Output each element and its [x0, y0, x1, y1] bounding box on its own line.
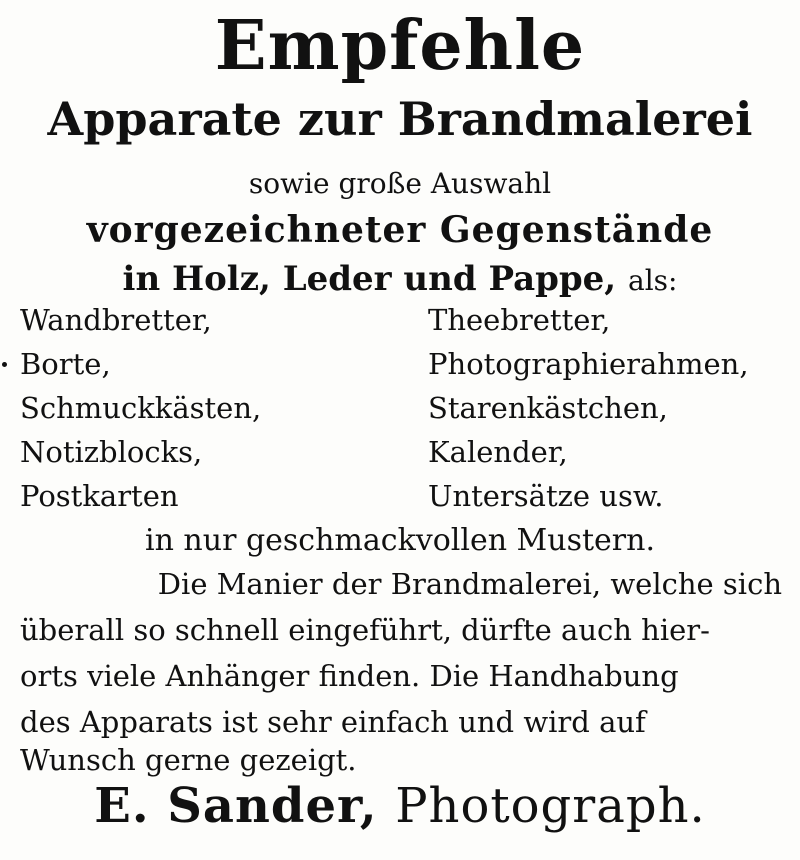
- list-item: Untersätze usw.: [428, 479, 664, 513]
- list-item: Wandbretter,: [20, 303, 212, 337]
- signature-title: Photograph.: [395, 778, 706, 834]
- list-item: Photographierahmen,: [428, 347, 749, 381]
- signature: [0, 778, 800, 834]
- paragraph-line: überall so schnell eingeführt, dürfte auch hier-: [20, 613, 710, 647]
- bullet-dot: [2, 362, 7, 367]
- list-item: Notizblocks,: [20, 435, 203, 469]
- goods-heading: vorgezeichneter Gegenstände: [86, 209, 714, 251]
- ad-subheading: Apparate zur Brandmalerei: [47, 92, 753, 146]
- list-item: Schmuckkästen,: [20, 391, 262, 425]
- ad-heading: Empfehle: [214, 6, 586, 86]
- signature-name: E. Sander,: [94, 778, 378, 834]
- materials-line: [0, 259, 800, 299]
- paragraph-line: Wunsch gerne gezeigt.: [20, 743, 357, 777]
- ad-intro: sowie große Auswahl: [248, 167, 552, 200]
- tagline: in nur geschmackvollen Mustern.: [144, 523, 655, 558]
- paragraph-line: orts viele Anhänger finden. Die Handhabung: [20, 659, 679, 693]
- materials-text: in Holz, Leder und Pappe,: [122, 259, 617, 299]
- list-item: Borte,: [20, 347, 111, 381]
- materials-suffix: als:: [628, 264, 678, 297]
- paragraph-line: des Apparats ist sehr einfach und wird auf: [20, 705, 646, 739]
- paragraph-line: Die Manier der Brandmalerei, welche sich: [157, 567, 782, 601]
- list-item: Kalender,: [428, 435, 568, 469]
- list-item: Postkarten: [20, 479, 179, 513]
- list-item: Theebretter,: [428, 303, 611, 337]
- list-item: Starenkästchen,: [428, 391, 668, 425]
